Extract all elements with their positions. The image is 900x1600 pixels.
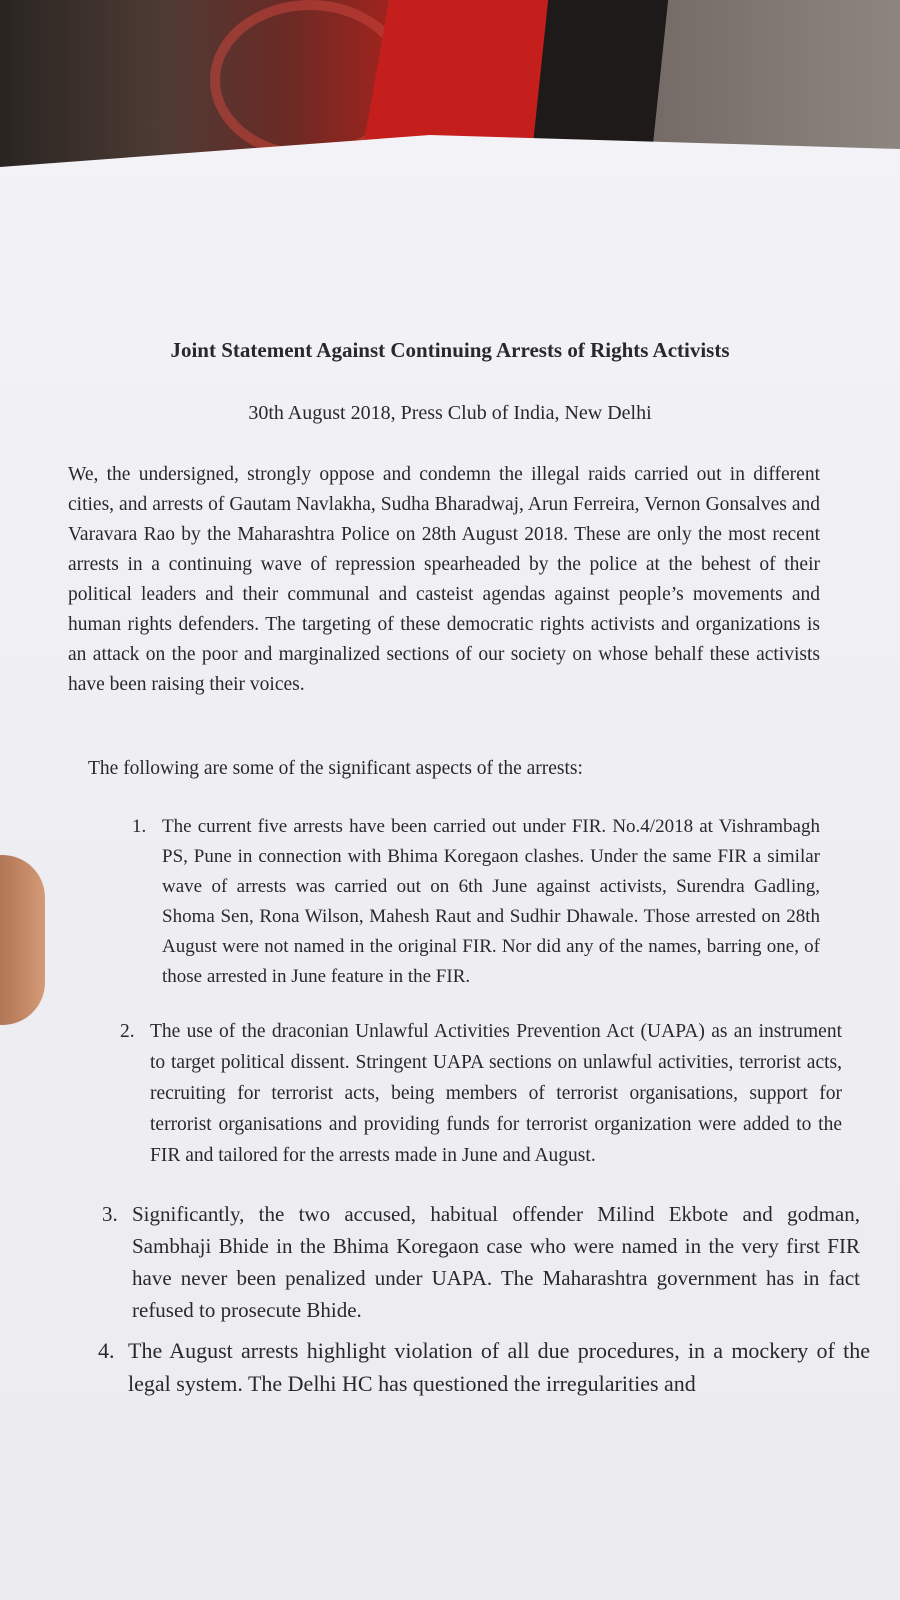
intro-paragraph: We, the undersigned, strongly oppose and condemn the illegal raids carried out in different cities, and arrests of Gautam Navlakha, Sudha Bharadwaj, Arun Ferreira, Vernon Gonsalves and Varavara Rao by the Maharashtra Police on 28th August 2018. These are only the most recent arrests in a continuing wave of repression spearheaded by the police at the behest of their political leaders and their communal and casteist agendas against people’s movements and human rights defenders. The targeting of these democratic rights activists and organizations is an attack on the poor and marginalized sections of our society on whose behalf these activists have been raising their voices. — [68, 464, 820, 695]
list-item-number: 1. — [132, 816, 147, 837]
list-item-text: Significantly, the two accused, habitual offender Milind Ekbote and godman, Sambhaji Bhide in the Bhima Koregaon case who were named in the very first FIR have never been penalized under UAPA. The Maharashtra government has in fact refused to prosecute Bhide. — [132, 1202, 860, 1322]
list-item — [120, 1016, 842, 1171]
list-item-text: The use of the draconian Unlawful Activities Prevention Act (UAPA) as an instrument to target political dissent. Stringent UAPA sections on unlawful activities, terrorist acts, recruiting for terrorist acts, being members of terrorist organisations, support for terrorist organisations and providing funds for terrorist organization were added to the FIR and tailored for the arrests made in June and August. — [150, 1021, 842, 1166]
list-item-number: 2. — [120, 1021, 135, 1042]
list-item-text: The current five arrests have been carried out under FIR. No.4/2018 at Vishrambagh PS, Pune in connection with Bhima Koregaon clashes. Under the same FIR a similar wave of arrests was carried out on 6th June against activists, Surendra Gadling, Shoma Sen, Rona Wilson, Mahesh Raut and Sudhir Dhawale. Those arrested on 28th August were not named in the original FIR. Nor did any of the names, barring one, of those arrested in June feature in the FIR. — [162, 816, 820, 987]
list-item-number: 4. — [98, 1338, 115, 1363]
list-item-number: 3. — [102, 1202, 118, 1226]
document-title: Joint Statement Against Continuing Arrests of Rights Activists — [170, 338, 730, 362]
list-item — [98, 1334, 870, 1400]
document-dateline: 30th August 2018, Press Club of India, New Delhi — [248, 402, 652, 424]
list-item-text: The August arrests highlight violation of all due procedures, in a mockery of the legal system. The Delhi HC has questioned the irregularities and — [128, 1338, 870, 1396]
points-lead: The following are some of the significant aspects of the arrests: — [88, 758, 583, 779]
list-item — [132, 812, 820, 992]
list-item — [102, 1198, 860, 1326]
